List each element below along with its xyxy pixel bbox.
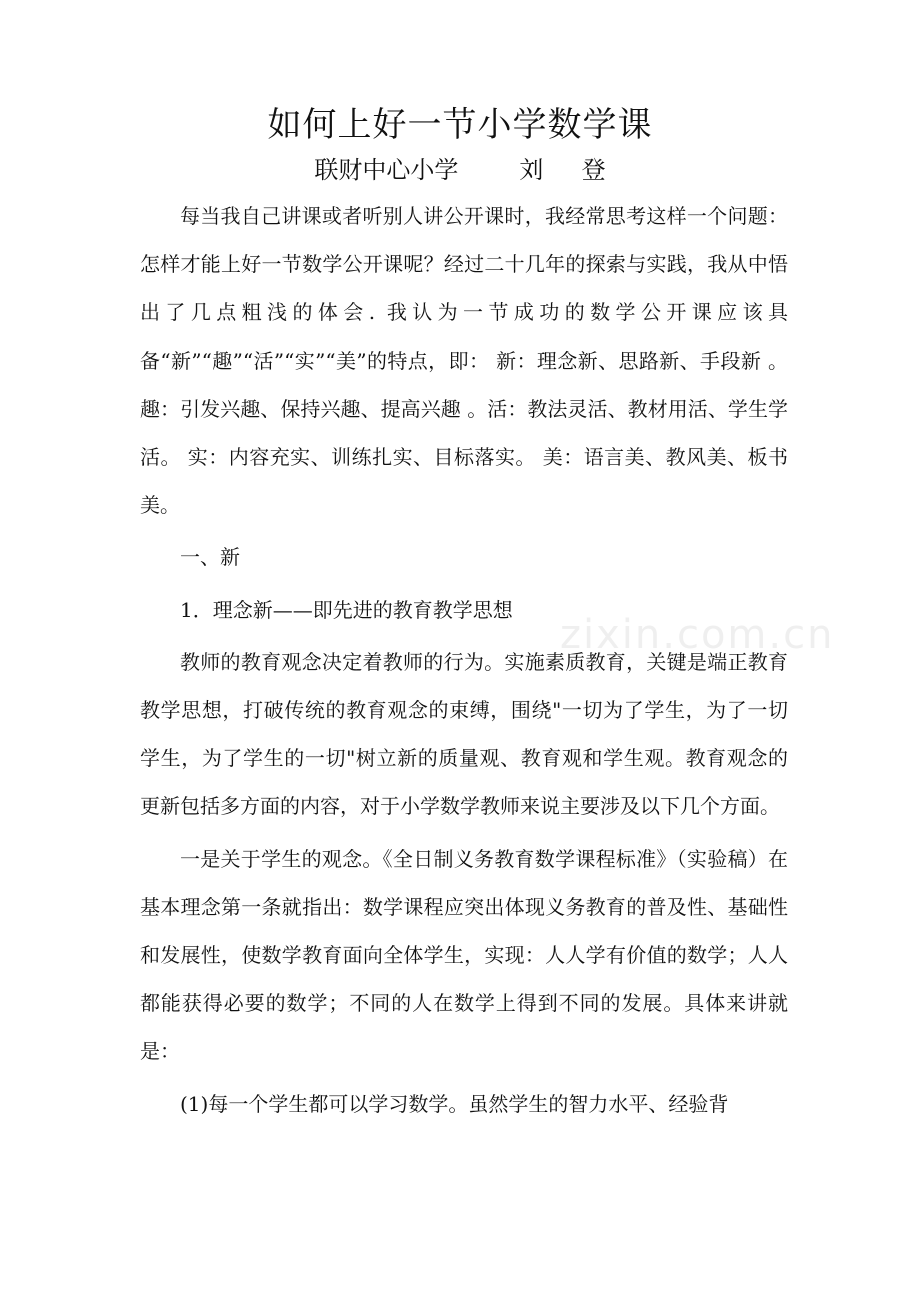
body-paragraph: (1)每一个学生都可以学习数学。虽然学生的智力水平、经验背 <box>180 1091 729 1116</box>
watermark: zixin.com.cn <box>560 612 835 658</box>
document-title: 如何上好一节小学数学课 <box>267 105 653 145</box>
body-paragraph: 教师的教育观念决定着教师的行为。实施素质教育，关键是端正教育教学思想，打破传统的教育观念的束缚，围绕"一切为了学生，为了一切学生，为了学生的一切"树立新的质量观、教育观和学生观。教育观念的更新包括多方面的内容，对于小学数学教师来说主要涉及以下几个方面。 <box>140 649 788 819</box>
document-body <box>140 192 788 1128</box>
section-heading: 一、新 <box>180 545 240 570</box>
subsection-heading: 1．理念新——即先进的教育教学思想 <box>180 597 513 622</box>
document-subtitle: 联财中心小学 刘 登 <box>314 156 606 184</box>
intro-paragraph: 每当我自己讲课或者听别人讲公开课时，我经常思考这样一个问题：怎样才能上好一节数学公开课呢？经过二十几年的探索与实践，我从中悟出了几点粗浅的体会. 我认为一节成功的数学公开课应该具备“新”“趣”“活”“实”“美”的特点，即： 新：理念新、思路新、手段新 。趣：引发兴趣、保持兴趣、提高兴趣 。活：教法灵活、教材用活、学生学活。 实：内容充实、训练扎实、目标落实。 美：语言美、教风美、板书美。 <box>140 204 788 518</box>
body-paragraph: 一是关于学生的观念。《全日制义务教育数学课程标准》（实验稿）在基本理念第一条就指出：数学课程应突出体现义务教育的普及性、基础性和发展性，使数学教育面向全体学生，实现：人人学有价值的数学；人人都能获得必要的数学；不同的人在数学上得到不同的发展。具体来讲就是： <box>140 846 788 1064</box>
